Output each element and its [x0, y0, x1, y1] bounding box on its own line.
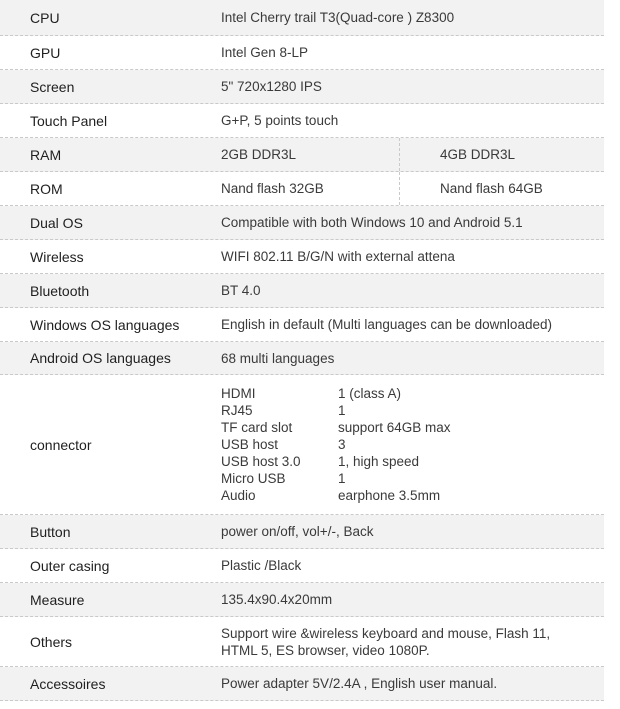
spec-value: BT 4.0	[221, 283, 261, 298]
spec-label: ROM	[30, 180, 63, 197]
connector-value: 1	[338, 403, 346, 418]
spec-label: Accessoires	[30, 675, 106, 692]
spec-value: Intel Gen 8-LP	[221, 45, 309, 60]
spec-label: GPU	[30, 44, 61, 61]
spec-row-accessoires	[0, 667, 604, 701]
spec-value: Intel Cherry trail T3(Quad-core ) Z8300	[221, 10, 455, 25]
spec-label: Screen	[30, 78, 75, 95]
spec-row-wireless	[0, 240, 604, 274]
spec-value: 2GB DDR3L	[221, 147, 297, 162]
spec-label: Others	[30, 633, 73, 650]
others-line-1: Support wire &wireless keyboard and mouse, Flash 11,	[221, 625, 551, 641]
spec-value	[221, 617, 604, 666]
connector-name: Micro USB	[221, 471, 286, 486]
spec-label: CPU	[30, 9, 60, 26]
connector-name: Audio	[221, 488, 256, 503]
spec-value: 68 multi languages	[221, 350, 335, 366]
spec-row-screen	[0, 70, 604, 104]
spec-label: Dual OS	[30, 214, 83, 231]
connector-name: USB host	[221, 437, 279, 452]
connector-value: 3	[338, 437, 346, 452]
spec-label: Touch Panel	[30, 112, 108, 129]
column-divider	[399, 172, 400, 205]
spec-value: power on/off, vol+/-, Back	[221, 524, 374, 539]
spec-value-alt: Nand flash 64GB	[440, 181, 543, 196]
connector-name: USB host 3.0	[221, 454, 301, 469]
column-divider	[399, 138, 400, 171]
connector-name: RJ45	[221, 403, 253, 418]
spec-value: 135.4x90.4x20mm	[221, 592, 333, 607]
spec-label: Android OS languages	[30, 350, 171, 366]
spec-row-touch-panel	[0, 104, 604, 138]
spec-value: Plastic /Black	[221, 558, 302, 573]
connector-value: 1 (class A)	[338, 386, 402, 401]
others-line-2: HTML 5, ES browser, video 1080P.	[221, 642, 430, 658]
connector-value: 1	[338, 471, 346, 486]
connector-value: 1, high speed	[338, 454, 420, 469]
connector-name: TF card slot	[221, 420, 293, 435]
spec-row-dual-os	[0, 206, 604, 240]
spec-value: Compatible with both Windows 10 and Android 5.1	[221, 215, 523, 230]
spec-row-cpu	[0, 0, 604, 36]
spec-row-measure	[0, 583, 604, 617]
connector-value: support 64GB max	[338, 420, 451, 435]
spec-value: 5" 720x1280 IPS	[221, 79, 322, 94]
spec-label: Wireless	[30, 248, 84, 265]
connector-name: HDMI	[221, 386, 256, 401]
spec-row-gpu	[0, 36, 604, 70]
spec-value-alt: 4GB DDR3L	[440, 147, 516, 162]
spec-label: connector	[30, 436, 92, 453]
spec-row-android-languages	[0, 342, 604, 375]
spec-label: Measure	[30, 591, 85, 608]
spec-label: Outer casing	[30, 557, 110, 574]
connector-list	[221, 385, 451, 504]
spec-row-others	[0, 617, 604, 667]
spec-row-bluetooth	[0, 274, 604, 308]
spec-row-ram	[0, 138, 604, 172]
spec-label: RAM	[30, 146, 62, 163]
spec-label: Button	[30, 523, 71, 540]
spec-row-windows-languages	[0, 308, 604, 342]
spec-value: WIFI 802.11 B/G/N with external attena	[221, 249, 455, 264]
spec-value: Nand flash 32GB	[221, 181, 324, 196]
connector-value: earphone 3.5mm	[338, 488, 441, 503]
spec-row-rom	[0, 172, 604, 206]
spec-label: Windows OS languages	[30, 316, 180, 333]
spec-value: G+P, 5 points touch	[221, 113, 339, 128]
spec-value: English in default (Multi languages can be downloaded)	[221, 317, 552, 332]
spec-row-button	[0, 515, 604, 549]
spec-label: Bluetooth	[30, 282, 90, 299]
spec-row-outer-casing	[0, 549, 604, 583]
spec-row-connector	[0, 375, 604, 515]
spec-value: Power adapter 5V/2.4A , English user manual.	[221, 676, 498, 691]
